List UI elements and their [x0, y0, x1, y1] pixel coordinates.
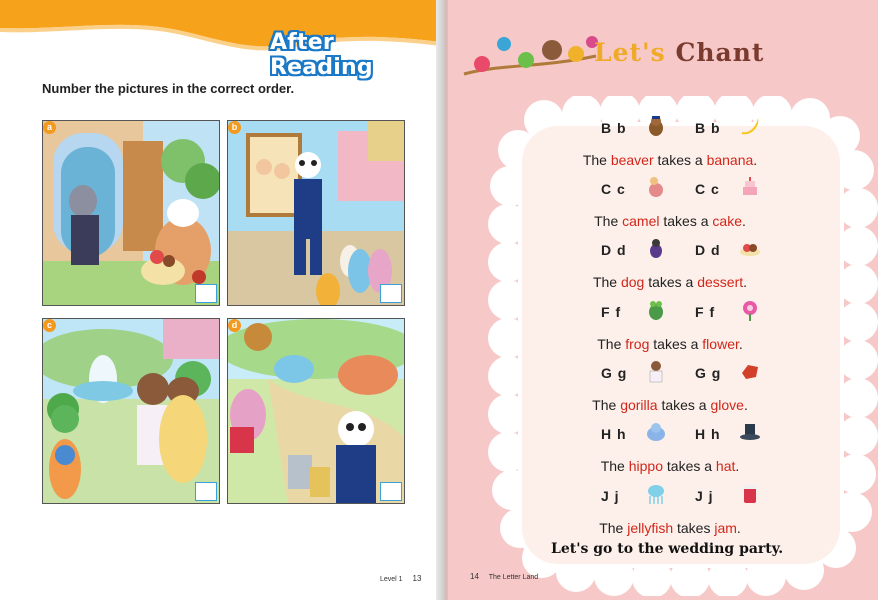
sentence-h: The hippo takes a hat. [600, 458, 740, 474]
birds-on-branch-decoration [460, 20, 600, 90]
right-page-footer [470, 572, 538, 581]
letters-f-1: F f [601, 304, 622, 320]
letters-d-2: D d [695, 242, 721, 258]
flower-icon [738, 298, 762, 322]
right-page [448, 0, 878, 600]
object-word-dessert: dessert [697, 274, 744, 290]
letters-h-2: H h [695, 426, 721, 442]
instruction-text: Number the pictures in the correct order. [42, 81, 295, 96]
glove-icon [738, 359, 762, 383]
object-word-flower: flower [702, 336, 739, 352]
animal-word-dog: dog [620, 274, 645, 290]
closing-line: Let's go to the wedding party. [551, 541, 784, 557]
chant-row-j [520, 488, 850, 548]
picture-b [227, 120, 405, 306]
after-reading-heading: After Reading [270, 30, 373, 80]
letters-f-2: F f [695, 304, 716, 320]
letters-g-1: G g [601, 365, 628, 381]
left-page-footer [380, 574, 421, 583]
chant-row-d [520, 242, 850, 302]
animal-word-jellyfish: jellyfish [627, 520, 674, 536]
chant-row-c [520, 181, 850, 241]
book-title: The Letter Land [488, 574, 539, 581]
right-page-number: 14 [470, 572, 479, 581]
cake-icon [738, 175, 762, 199]
letters-g-2: G g [695, 365, 722, 381]
sentence-c: The camel takes a cake. [594, 213, 746, 229]
object-word-jam: jam [714, 520, 737, 536]
scene-panda-jam-jars-illustration [228, 319, 405, 504]
jam-icon [738, 482, 762, 506]
letters-c-2: C c [695, 181, 720, 197]
letters-c-1: C c [601, 181, 626, 197]
picture-a-answer-box[interactable] [195, 284, 217, 303]
sentence-d: The dog takes a dessert. [592, 274, 748, 290]
animal-word-beaver: beaver [610, 152, 654, 168]
letters-j-2: J j [695, 488, 714, 504]
picture-c-letter-badge: c [43, 319, 56, 332]
level-label: Level 1 [380, 576, 403, 583]
object-word-banana: banana [706, 152, 754, 168]
object-word-glove: glove [710, 397, 744, 413]
animal-word-hippo: hippo [628, 458, 663, 474]
picture-d [227, 318, 405, 504]
dog-icon [644, 236, 668, 260]
lets-word: Let's [594, 38, 666, 67]
lets-chant-heading [594, 38, 764, 67]
letters-h-1: H h [601, 426, 627, 442]
picture-b-answer-box[interactable] [380, 284, 402, 303]
object-word-cake: cake [712, 213, 742, 229]
scene-gorilla-couple-fountain-illustration [43, 319, 220, 504]
letters-b-2: B b [695, 120, 721, 136]
letters-d-1: D d [601, 242, 627, 258]
chant-row-f [520, 304, 850, 364]
animal-word-gorilla: gorilla [620, 397, 658, 413]
chant-row-b [520, 120, 850, 180]
sentence-g: The gorilla takes a glove. [592, 397, 748, 413]
sentence-j: The jellyfish takes jam. [599, 520, 741, 536]
chant-row-h [520, 426, 850, 486]
camel-icon [644, 175, 668, 199]
beaver-icon [644, 114, 668, 138]
animal-word-frog: frog [625, 336, 650, 352]
scene-panda-photo-booth-illustration [228, 121, 405, 306]
chant-card-content [520, 120, 850, 570]
sentence-f: The frog takes a flower. [597, 336, 743, 352]
banana-icon [738, 114, 762, 138]
picture-d-answer-box[interactable] [380, 482, 402, 501]
picture-a [42, 120, 220, 306]
hippo-icon [644, 420, 668, 444]
chant-word: Chant [675, 38, 765, 67]
chant-row-g [520, 365, 850, 425]
gorilla-icon [644, 359, 668, 383]
scene-wolf-door-illustration [43, 121, 220, 306]
left-page-number: 13 [412, 574, 422, 583]
jellyfish-icon [644, 482, 668, 506]
sentence-b: The beaver takes a banana. [582, 152, 758, 168]
letters-b-1: B b [601, 120, 627, 136]
hat-icon [738, 420, 762, 444]
animal-word-camel: camel [622, 213, 660, 229]
dessert-icon [738, 236, 762, 260]
picture-c [42, 318, 220, 504]
picture-d-letter-badge: d [228, 319, 241, 332]
object-word-hat: hat [715, 458, 736, 474]
picture-b-letter-badge: b [228, 121, 241, 134]
letters-j-1: J j [601, 488, 620, 504]
frog-icon [644, 298, 668, 322]
picture-a-letter-badge: a [43, 121, 56, 134]
picture-c-answer-box[interactable] [195, 482, 217, 501]
